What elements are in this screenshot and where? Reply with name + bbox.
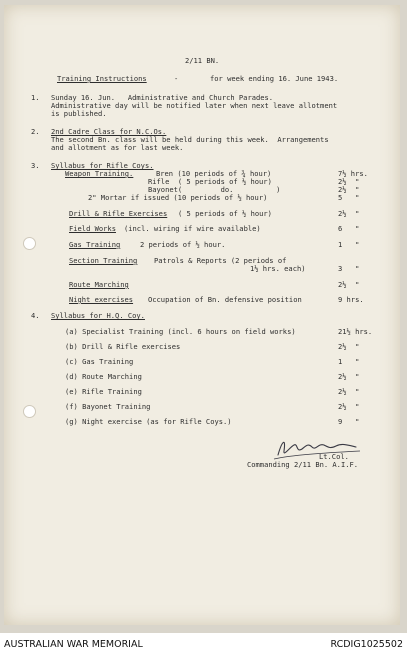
- hours-value: 9 ": [338, 417, 360, 426]
- archive-footer: [0, 633, 407, 654]
- item-number: 3.: [31, 161, 40, 170]
- hours-value: 7½ hrs.: [338, 169, 368, 178]
- handwritten-signature: [272, 433, 364, 463]
- drill-heading: Drill & Rifle Exercises: [69, 209, 168, 218]
- hq-row-label: (d) Route Marching: [65, 372, 142, 381]
- archive-reference: RCDIG1025502: [330, 639, 403, 650]
- unit-heading: 2/11 BN.: [185, 56, 220, 65]
- item1-line: is published.: [51, 109, 107, 118]
- week-ending: for week ending 16. June 1943.: [210, 74, 339, 83]
- hours-value: 9 hrs.: [338, 295, 364, 304]
- hours-value: 2½ ": [338, 342, 360, 351]
- punch-hole: [23, 405, 36, 418]
- hours-value: 3 ": [338, 264, 360, 273]
- field-works-heading: Field Works: [69, 224, 116, 233]
- section-training-detail: 1½ hrs. each): [250, 264, 306, 273]
- archive-name: AUSTRALIAN WAR MEMORIAL: [4, 639, 143, 650]
- gas-training-detail: 2 periods of ½ hour.: [140, 240, 226, 249]
- item-number: 4.: [31, 311, 40, 320]
- night-exercises-heading: Night exercises: [69, 295, 134, 304]
- hours-value: 2½ ": [338, 402, 360, 411]
- hours-value: 2½ ": [338, 209, 360, 218]
- signatory-rank: Lt.Col.: [319, 452, 349, 461]
- hours-value: 2½ ": [338, 185, 360, 194]
- item2-line: The second Bn. class will be held during this week. Arrangements: [51, 135, 329, 144]
- title-dash: -: [174, 74, 179, 83]
- item4-heading: Syllabus for H.Q. Coy.: [51, 311, 145, 320]
- hq-row-label: (b) Drill & Rifle exercises: [65, 342, 181, 351]
- weapon-row: Bren (10 periods of ¾ hour): [156, 169, 272, 178]
- document-page: [4, 5, 400, 625]
- weapon-row: Rifle ( 5 periods of ½ hour): [148, 177, 272, 186]
- hours-value: 2½ ": [338, 387, 360, 396]
- weapon-row: 2" Mortar if issued (10 periods of ½ hour): [88, 193, 268, 202]
- item2-heading: 2nd Cadre Class for N.C.Os.: [51, 127, 167, 136]
- section-training-detail: Patrols & Reports (2 periods of: [154, 256, 287, 265]
- item3-heading: Syllabus for Rifle Coys.: [51, 161, 154, 170]
- punch-hole: [23, 237, 36, 250]
- gas-training-heading: Gas Training: [69, 240, 121, 249]
- section-training-heading: Section Training: [69, 256, 138, 265]
- hq-row-label: (e) Rifle Training: [65, 387, 142, 396]
- weapon-row: Bayonet( do. ): [148, 185, 281, 194]
- drill-detail: ( 5 periods of ½ hour): [178, 209, 272, 218]
- hq-row-label: (a) Specialist Training (incl. 6 hours on field works): [65, 327, 296, 336]
- field-works-detail: (incl. wiring if wire available): [124, 224, 261, 233]
- hours-value: 2½ ": [338, 372, 360, 381]
- document-title: Training Instructions: [57, 74, 147, 83]
- hours-value: 5 ": [338, 193, 360, 202]
- item2-line: and allotment as for last week.: [51, 143, 184, 152]
- signatory-title: Commanding 2/11 Bn. A.I.F.: [247, 460, 359, 469]
- hours-value: 6 ": [338, 224, 360, 233]
- item1-line: Sunday 16. Jun. Administrative and Church Parades.: [51, 93, 274, 102]
- weapon-training-heading: Weapon Training.: [65, 169, 134, 178]
- item-number: 1.: [31, 93, 40, 102]
- hours-value: 2½ ": [338, 280, 360, 289]
- route-marching-heading: Route Marching: [69, 280, 129, 289]
- item-number: 2.: [31, 127, 40, 136]
- hours-value: 1 ": [338, 357, 360, 366]
- night-exercises-detail: Occupation of Bn. defensive position: [148, 295, 302, 304]
- hours-value: 21½ hrs.: [338, 327, 373, 336]
- hq-row-label: (g) Night exercise (as for Rifle Coys.): [65, 417, 232, 426]
- hq-row-label: (f) Bayonet Training: [65, 402, 151, 411]
- hq-row-label: (c) Gas Training: [65, 357, 134, 366]
- item1-line: Administrative day will be notified later when next leave allotment: [51, 101, 338, 110]
- hours-value: 1 ": [338, 240, 360, 249]
- hours-value: 2½ ": [338, 177, 360, 186]
